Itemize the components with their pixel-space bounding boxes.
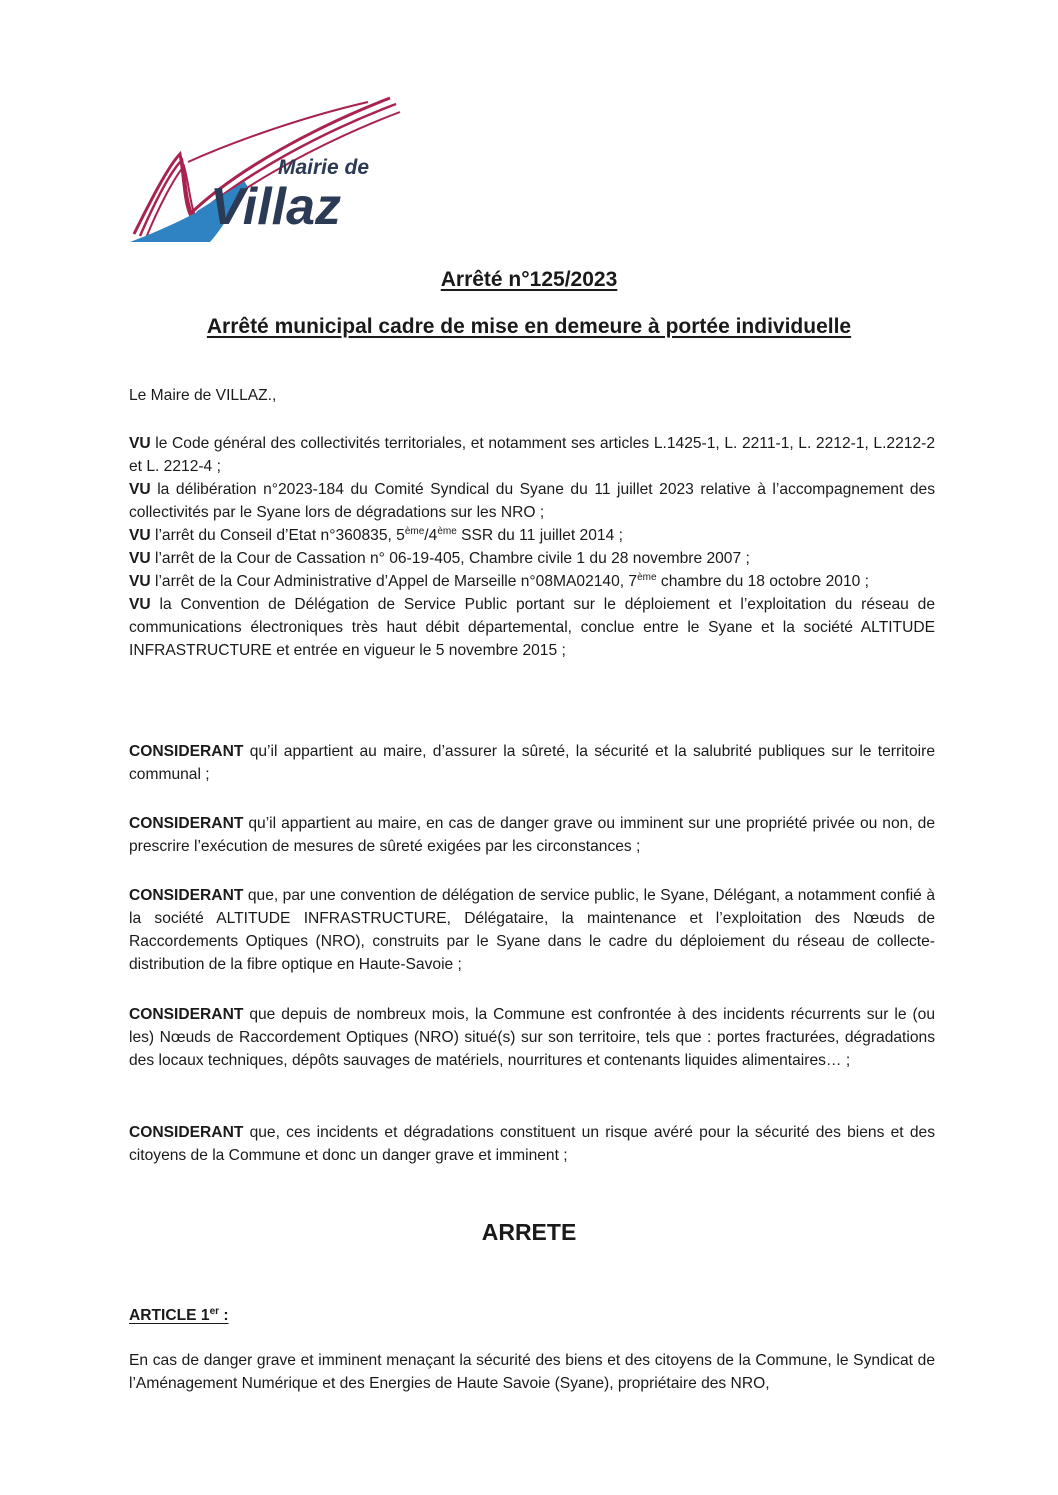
vu-item [129, 478, 935, 524]
considerant-text: qu’il appartient au maire, en cas de danger grave ou imminent sur une propriété privée ou non, de prescrire l’exécution de mesures de sûreté exigées par les circonstances ; [129, 815, 935, 855]
considerant-text: que, ces incidents et dégradations constituent un risque avéré pour la sécurité des biens et des citoyens de la Commune et donc un danger grave et imminent ; [129, 1124, 935, 1164]
vu-keyword: VU [129, 527, 151, 544]
considerant-keyword: CONSIDERANT [129, 887, 244, 904]
considerant-paragraph [129, 1121, 935, 1167]
article-1-heading [129, 1307, 229, 1325]
considerant-keyword: CONSIDERANT [129, 815, 244, 832]
vu-text: chambre du 18 octobre 2010 ; [656, 573, 869, 590]
decree-subtitle: Arrêté municipal cadre de mise en demeure à portée individuelle [206, 315, 852, 338]
logo-line1: Mairie de [278, 156, 370, 179]
vu-keyword: VU [129, 435, 151, 452]
superscript: ème [437, 525, 457, 537]
considerant-paragraph [129, 740, 935, 786]
vu-keyword: VU [129, 481, 151, 498]
considerant-keyword: CONSIDERANT [129, 1006, 244, 1023]
vu-item [129, 432, 935, 478]
intro-line: Le Maire de VILLAZ., [129, 387, 277, 404]
considerant-text: que, par une convention de délégation de service public, le Syane, Délégant, a notamment confié à la société ALTITUDE INFRASTRUCTURE, Délégataire, la maintenance et l’exploitation des Nœuds de Raccordements Optiques (NRO), construits par le Syane dans le cadre du déploiement du réseau de collecte-distribution de la fibre optique en Haute-Savoie ; [129, 887, 935, 973]
vu-text: l’arrêt de la Cour Administrative d’Appel de Marseille n°08MA02140, 7 [150, 573, 638, 590]
vu-block [129, 432, 935, 662]
vu-text: le Code général des collectivités territoriales, et notamment ses articles L.1425-1, L. 2211-1, L. 2212-1, L.2212-2 et L. 2212-4 ; [129, 435, 935, 475]
superscript: ème [404, 525, 425, 537]
considerant-text: que depuis de nombreux mois, la Commune est confrontée à des incidents récurrents sur le (ou les) Nœuds de Raccordement Optiques (NRO) situé(s) sur son territoire, tels que : portes fracturées, dégradations des locaux techniques, dépôts sauvages de matériels, nourritures et contenants liquides alimentaires… ; [129, 1006, 935, 1069]
vu-text: /4 [424, 527, 438, 544]
considerant-paragraph [129, 812, 935, 858]
vu-text: l’arrêt du Conseil d’Etat n°360835, 5 [150, 527, 405, 544]
logo-line2: Villaz [210, 178, 342, 236]
article-suffix: : [219, 1307, 229, 1324]
vu-text: la Convention de Délégation de Service Public portant sur le déploiement et l’exploitation du réseau de communications électroniques très haut débit départemental, conclue entre le Syane et la société ALTITUDE INFRASTRUCTURE et entrée en vigueur le 5 novembre 2015 ; [129, 596, 935, 659]
mairie-villaz-logo [128, 96, 408, 246]
vu-keyword: VU [129, 550, 151, 567]
vu-keyword: VU [129, 596, 151, 613]
vu-keyword: VU [129, 573, 151, 590]
superscript: er [209, 1305, 220, 1317]
arrete-heading: ARRETE [481, 1219, 577, 1245]
vu-item [129, 524, 935, 547]
article-label: ARTICLE 1 [129, 1307, 210, 1324]
considerant-keyword: CONSIDERANT [129, 1124, 244, 1141]
vu-text: la délibération n°2023-184 du Comité Syndical du Syane du 11 juillet 2023 relative à l’accompagnement des collectivités par le Syane lors de dégradations sur les NRO ; [129, 481, 935, 521]
considerant-paragraph [129, 884, 935, 976]
vu-item [129, 593, 935, 662]
vu-text: l’arrêt de la Cour de Cassation n° 06-19-405, Chambre civile 1 du 28 novembre 2007 ; [150, 550, 750, 567]
decree-number-title: Arrêté n°125/2023 [440, 268, 618, 291]
vu-item [129, 570, 935, 593]
considerant-keyword: CONSIDERANT [129, 743, 244, 760]
considerant-paragraph [129, 1003, 935, 1072]
article-1-text: En cas de danger grave et imminent menaçant la sécurité des biens et des citoyens de la Commune, le Syndicat de l’Aménagement Numérique et des Energies de Haute Savoie (Syane), propriétaire des NRO, [129, 1352, 935, 1392]
vu-text: SSR du 11 juillet 2014 ; [456, 527, 623, 544]
considerant-text: qu’il appartient au maire, d’assurer la sûreté, la sécurité et la salubrité publiques sur le territoire communal ; [129, 743, 935, 783]
vu-item [129, 547, 935, 570]
superscript: ème [637, 571, 657, 583]
